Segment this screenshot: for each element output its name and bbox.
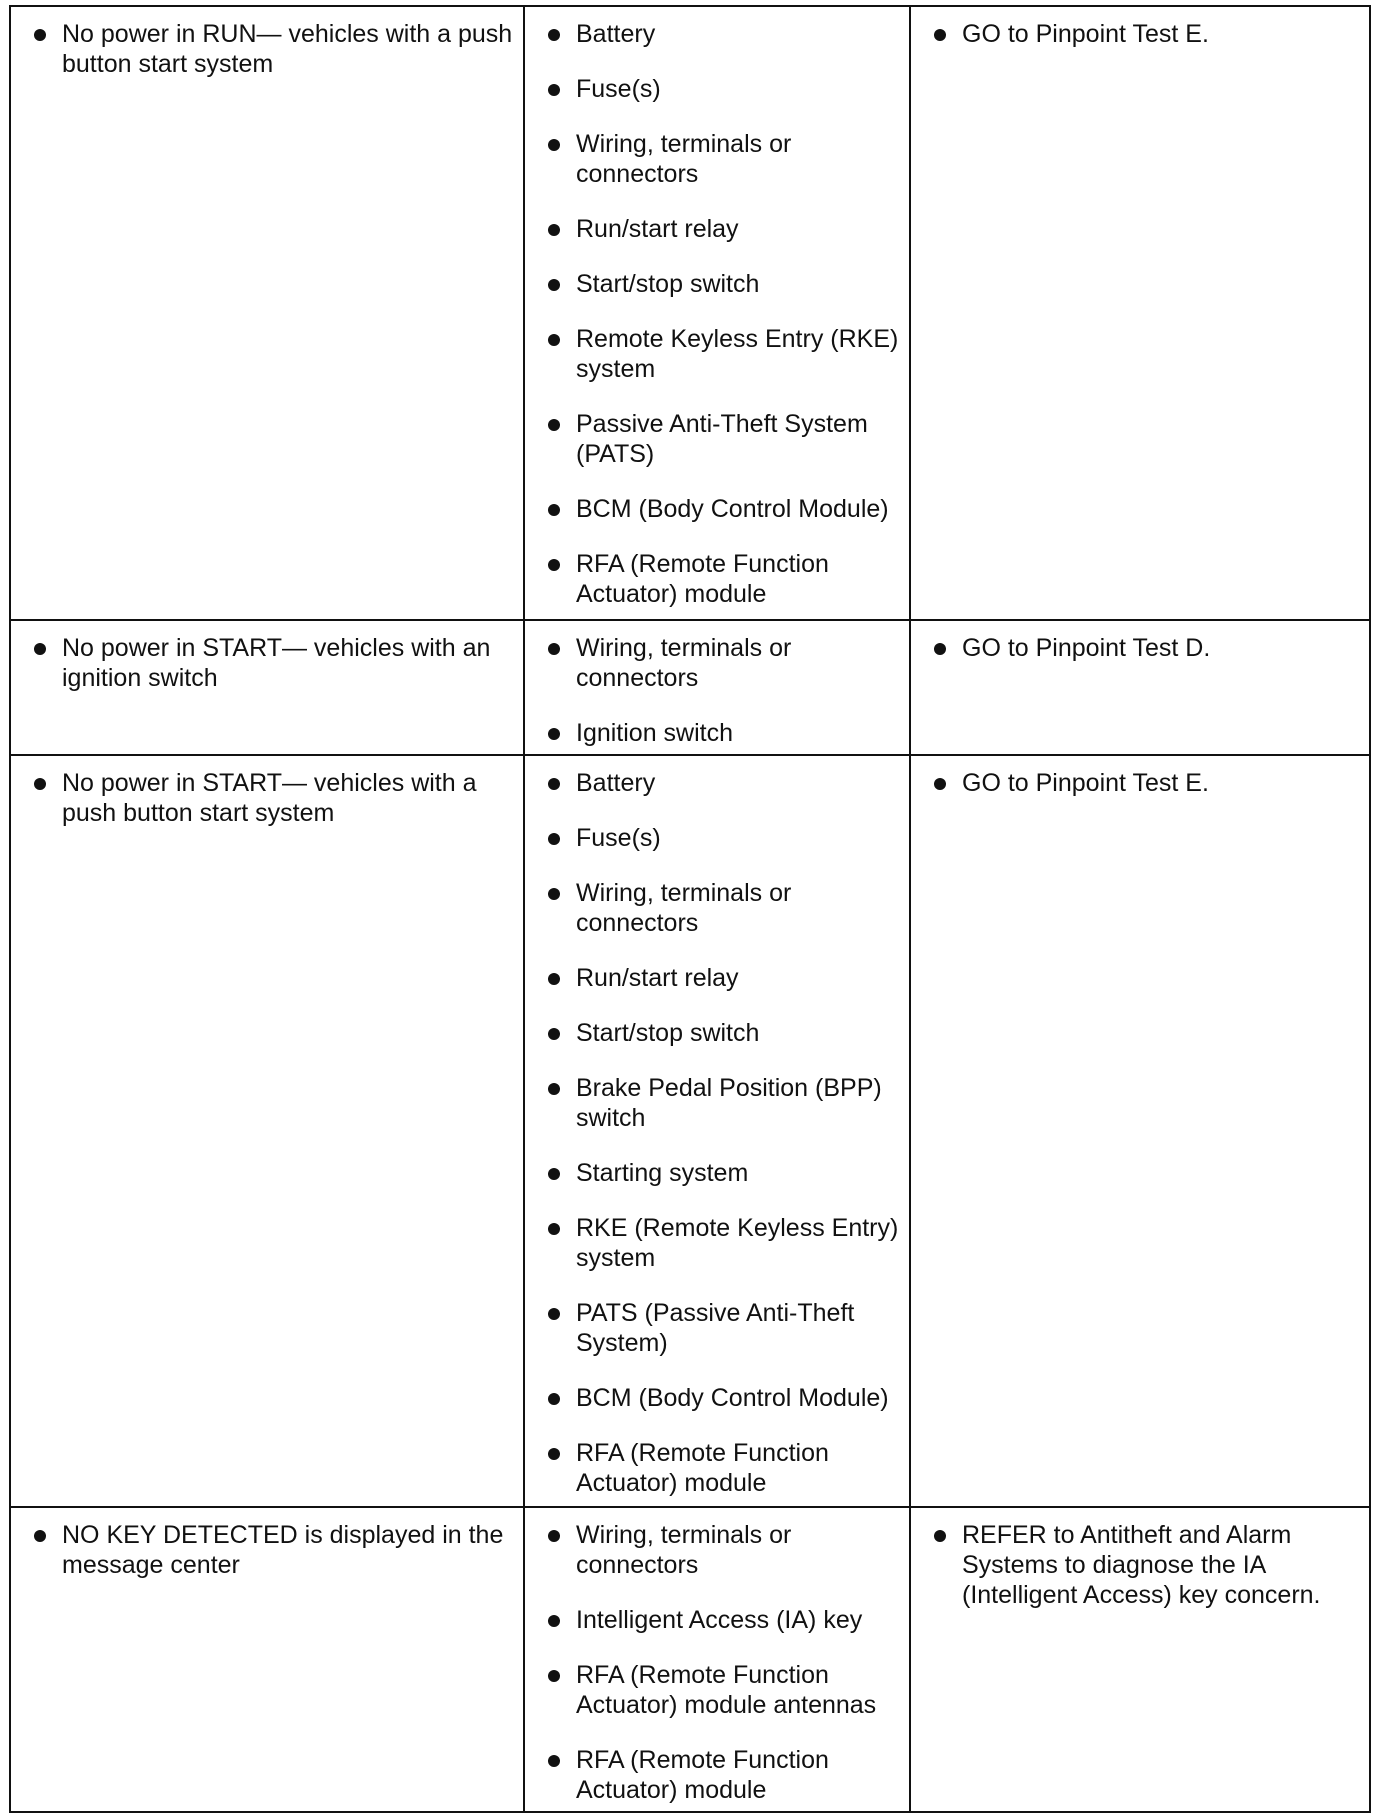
- bullet-icon: [548, 728, 560, 740]
- causes-cell: [524, 6, 910, 620]
- bullet-icon: [934, 778, 946, 790]
- causes-cell: [524, 620, 910, 755]
- list-item: [543, 1438, 903, 1498]
- list-item: [543, 494, 903, 524]
- table-row: [10, 620, 1370, 755]
- list-item: [543, 1213, 903, 1273]
- list-item: [29, 768, 517, 828]
- cause-text: Run/start relay: [576, 964, 739, 992]
- list-item: [543, 74, 903, 104]
- causes-cell: [524, 1507, 910, 1812]
- cause-text: Wiring, terminals or connectors: [576, 634, 792, 692]
- cause-text: BCM (Body Control Module): [576, 495, 889, 523]
- list-item: [543, 549, 903, 609]
- cause-text: Battery: [576, 20, 656, 48]
- cause-text: Fuse(s): [576, 824, 661, 852]
- bullet-icon: [548, 1223, 560, 1235]
- action-cell: [910, 755, 1370, 1507]
- table-row: [10, 6, 1370, 620]
- action-text: REFER to Antitheft and Alarm Systems to diagnose the IA (Intelligent Access) key concern.: [962, 1521, 1321, 1609]
- list-item: [929, 633, 1363, 663]
- action-text: GO to Pinpoint Test E.: [962, 20, 1209, 48]
- cause-text: Remote Keyless Entry (RKE) system: [576, 325, 899, 383]
- cause-text: RFA (Remote Function Actuator) module antennas: [576, 1661, 877, 1719]
- list-item: [929, 768, 1363, 798]
- bullet-icon: [934, 29, 946, 41]
- cause-text: RFA (Remote Function Actuator) module: [576, 550, 829, 608]
- bullet-icon: [548, 1393, 560, 1405]
- cause-text: Ignition switch: [576, 719, 734, 747]
- condition-text: No power in START— vehicles with an ignition switch: [62, 634, 491, 692]
- list-item: [543, 878, 903, 938]
- action-cell: [910, 1507, 1370, 1812]
- bullet-icon: [34, 643, 46, 655]
- list-item: [543, 129, 903, 189]
- cause-text: Start/stop switch: [576, 270, 760, 298]
- list-item: [543, 1298, 903, 1358]
- list-item: [929, 19, 1363, 49]
- condition-cell: [10, 1507, 524, 1812]
- cause-text: RKE (Remote Keyless Entry) system: [576, 1214, 899, 1272]
- condition-cell: [10, 6, 524, 620]
- bullet-icon: [548, 84, 560, 96]
- bullet-icon: [548, 1028, 560, 1040]
- list-item: [543, 269, 903, 299]
- cause-text: Battery: [576, 769, 656, 797]
- list-item: [543, 19, 903, 49]
- list-item: [543, 1158, 903, 1188]
- table-row: [10, 1507, 1370, 1812]
- action-cell: [910, 6, 1370, 620]
- bullet-icon: [548, 504, 560, 516]
- action-cell: [910, 620, 1370, 755]
- list-item: [29, 633, 517, 693]
- cause-text: BCM (Body Control Module): [576, 1384, 889, 1412]
- list-item: [543, 214, 903, 244]
- cause-text: Intelligent Access (IA) key: [576, 1606, 863, 1634]
- bullet-icon: [548, 419, 560, 431]
- table-row: [10, 755, 1370, 1507]
- list-item: [543, 1018, 903, 1048]
- bullet-icon: [548, 643, 560, 655]
- cause-text: Start/stop switch: [576, 1019, 760, 1047]
- causes-cell: [524, 755, 910, 1507]
- bullet-icon: [934, 1530, 946, 1542]
- cause-text: Brake Pedal Position (BPP) switch: [576, 1074, 882, 1132]
- bullet-icon: [548, 973, 560, 985]
- bullet-icon: [548, 279, 560, 291]
- bullet-icon: [548, 1448, 560, 1460]
- bullet-icon: [548, 833, 560, 845]
- list-item: [543, 1073, 903, 1133]
- bullet-icon: [548, 139, 560, 151]
- bullet-icon: [548, 1308, 560, 1320]
- bullet-icon: [548, 888, 560, 900]
- cause-text: Wiring, terminals or connectors: [576, 130, 792, 188]
- bullet-icon: [548, 1168, 560, 1180]
- list-item: [543, 963, 903, 993]
- condition-cell: [10, 620, 524, 755]
- bullet-icon: [548, 1530, 560, 1542]
- action-text: GO to Pinpoint Test E.: [962, 769, 1209, 797]
- list-item: [543, 768, 903, 798]
- condition-text: NO KEY DETECTED is displayed in the message center: [62, 1521, 504, 1579]
- condition-text: No power in RUN— vehicles with a push button start system: [62, 20, 513, 78]
- list-item: [543, 1745, 903, 1805]
- bullet-icon: [548, 1615, 560, 1627]
- list-item: [929, 1520, 1363, 1610]
- bullet-icon: [34, 778, 46, 790]
- cause-text: Wiring, terminals or connectors: [576, 1521, 792, 1579]
- list-item: [543, 1605, 903, 1635]
- list-item: [543, 633, 903, 693]
- action-text: GO to Pinpoint Test D.: [962, 634, 1211, 662]
- cause-text: RFA (Remote Function Actuator) module: [576, 1439, 829, 1497]
- bullet-icon: [548, 1670, 560, 1682]
- diagnosis-table: [9, 5, 1371, 1813]
- list-item: [543, 1520, 903, 1580]
- list-item: [543, 1660, 903, 1720]
- list-item: [543, 718, 903, 748]
- list-item: [29, 1520, 517, 1580]
- cause-text: Starting system: [576, 1159, 749, 1187]
- list-item: [543, 1383, 903, 1413]
- list-item: [543, 324, 903, 384]
- cause-text: Run/start relay: [576, 215, 739, 243]
- bullet-icon: [548, 224, 560, 236]
- bullet-icon: [934, 643, 946, 655]
- list-item: [543, 823, 903, 853]
- bullet-icon: [548, 559, 560, 571]
- bullet-icon: [548, 29, 560, 41]
- bullet-icon: [548, 778, 560, 790]
- bullet-icon: [548, 334, 560, 346]
- condition-cell: [10, 755, 524, 1507]
- cause-text: Wiring, terminals or connectors: [576, 879, 792, 937]
- list-item: [29, 19, 517, 79]
- cause-text: Passive Anti-Theft System (PATS): [576, 410, 868, 468]
- bullet-icon: [34, 1530, 46, 1542]
- cause-text: PATS (Passive Anti-Theft System): [576, 1299, 855, 1357]
- cause-text: RFA (Remote Function Actuator) module: [576, 1746, 829, 1804]
- bullet-icon: [548, 1755, 560, 1767]
- bullet-icon: [548, 1083, 560, 1095]
- condition-text: No power in START— vehicles with a push button start system: [62, 769, 477, 827]
- bullet-icon: [34, 29, 46, 41]
- cause-text: Fuse(s): [576, 75, 661, 103]
- list-item: [543, 409, 903, 469]
